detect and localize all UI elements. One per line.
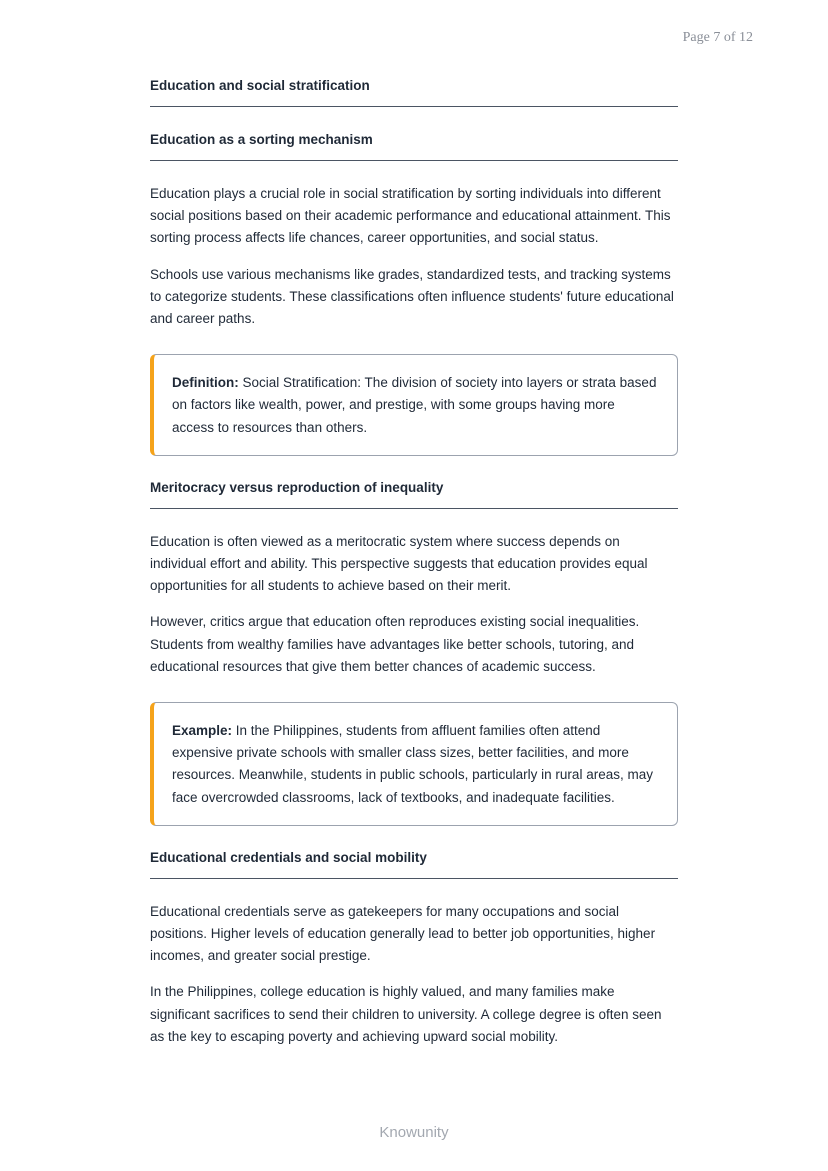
footer-brand: Knowunity xyxy=(379,1124,449,1141)
paragraph-meritocracy-2: However, critics argue that education often reproduces existing social inequalities. Students from wealthy families have advantages like better schools, tutoring, and educational resources that give them better chances of academic success. xyxy=(150,614,640,674)
example-box xyxy=(150,702,678,826)
section-heading-sorting-mechanism: Education as a sorting mechanism xyxy=(150,130,678,161)
paragraph-meritocracy-1: Education is often viewed as a meritocratic system where success depends on individual effort and ability. This perspective suggests that education provides equal opportunities for all students to achieve based on their merit. xyxy=(150,533,648,594)
section-heading-meritocracy: Meritocracy versus reproduction of inequality xyxy=(150,478,678,509)
section-heading-education-stratification: Education and social stratification xyxy=(150,76,678,107)
document-content xyxy=(150,76,678,1062)
section-heading-credentials-mobility: Educational credentials and social mobility xyxy=(150,848,678,879)
example-label: Example: xyxy=(172,723,233,739)
definition-label: Definition: xyxy=(172,375,239,391)
definition-text: Social Stratification: The division of society into layers or strata based on factors like wealth, power, and prestige, with some groups having more access to resources than others. xyxy=(172,375,657,435)
paragraph-credentials-2: In the Philippines, college education is highly valued, and many families make significant sacrifices to send their children to university. A college degree is often seen as the key to escaping poverty and achieving upward social mobility. xyxy=(150,984,662,1044)
paragraph-sorting-2: Schools use various mechanisms like grades, standardized tests, and tracking systems to categorize students. These classifications often influence students' future educational and career paths. xyxy=(150,266,674,327)
definition-box xyxy=(150,354,678,456)
page-number: Page 7 of 12 xyxy=(682,30,753,45)
paragraph-sorting-1: Education plays a crucial role in social stratification by sorting individuals into different social positions based on their academic performance and educational attainment. This sorting process affects life chances, career opportunities, and social status. xyxy=(150,186,671,246)
example-text: In the Philippines, students from affluent families often attend expensive private schools with smaller class sizes, better facilities, and more resources. Meanwhile, students in public schools, particularly in rural areas, may face overcrowded classrooms, lack of textbooks, and inadequate facilities. xyxy=(172,723,653,805)
paragraph-credentials-1: Educational credentials serve as gatekeepers for many occupations and social positions. Higher levels of education generally lead to better job opportunities, higher incomes, and greater social prestige. xyxy=(150,903,656,964)
